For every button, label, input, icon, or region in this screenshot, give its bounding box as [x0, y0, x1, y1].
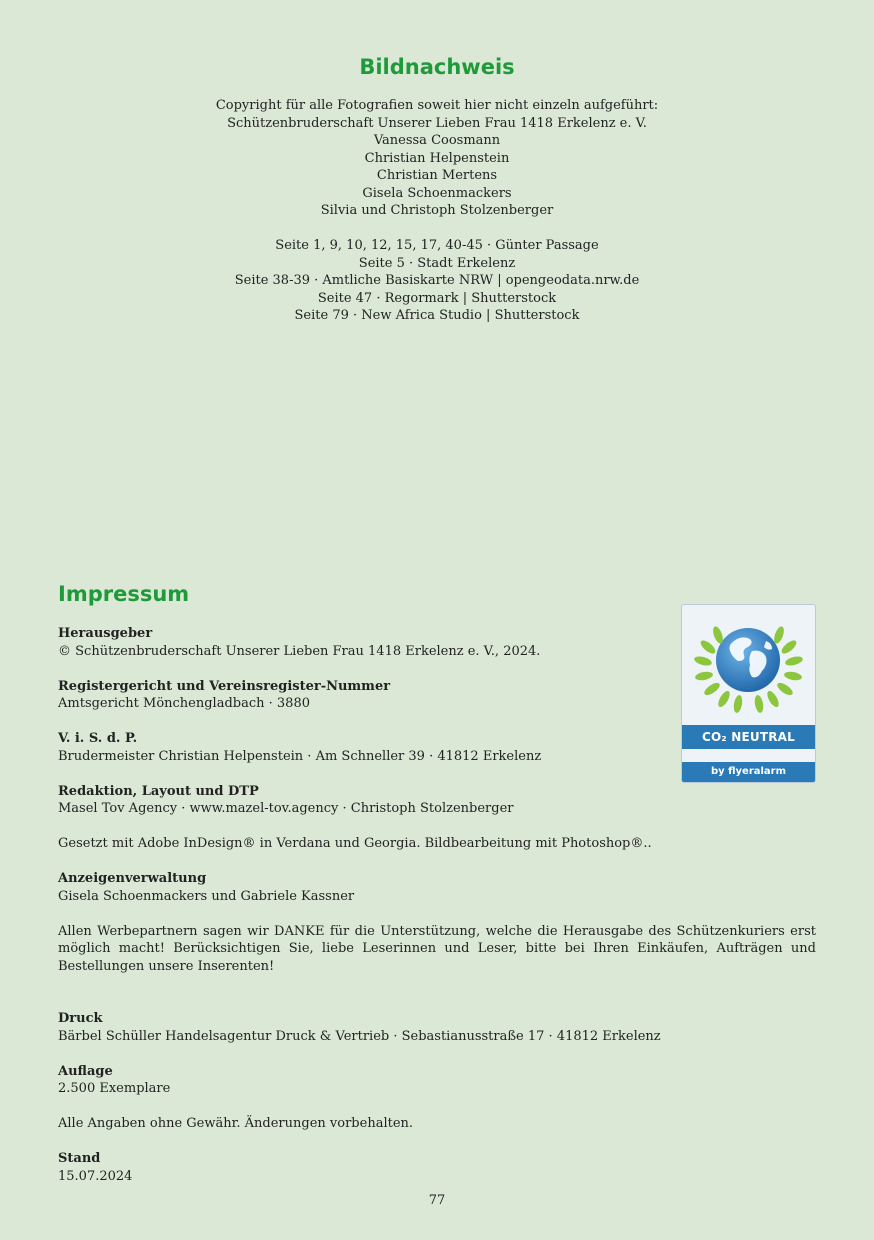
- credit-line: Silvia und Christoph Stolzenberger: [320, 203, 554, 218]
- section-text: Gesetzt mit Adobe InDesign® in Verdana und Georgia. Bildbearbeitung mit Photoshop®..: [58, 836, 652, 851]
- section-text: Masel Tov Agency · www.mazel-tov.agency · Christoph Stolzenberger: [58, 801, 514, 816]
- gesetzt-note: [58, 835, 816, 853]
- page-credit: Seite 1, 9, 10, 12, 15, 17, 40-45 · Günter Passage: [275, 238, 599, 253]
- section-text: Amtsgericht Mönchengladbach · 3880: [58, 696, 310, 711]
- credit-line: Schützenbruderschaft Unserer Lieben Frau 1418 Erkelenz e. V.: [227, 115, 647, 131]
- credit-line: Christian Mertens: [376, 168, 498, 183]
- section-heading: Registergericht und Vereinsregister-Nummer: [58, 678, 391, 694]
- anzeigen-section: [58, 870, 816, 905]
- co2-neutral-label: CO₂ NEUTRAL: [682, 725, 815, 749]
- credit-line: Copyright für alle Fotografien soweit hier nicht einzeln aufgeführt:: [215, 98, 659, 113]
- bildnachweis-credits: [0, 97, 874, 325]
- section-heading: Herausgeber: [58, 626, 153, 641]
- section-heading: Auflage: [58, 1063, 113, 1079]
- impressum-title: Impressum: [58, 582, 190, 606]
- section-text: Allen Werbepartnern sagen wir DANKE für die Unterstützung, welche die Herausgabe des Schützenkuriers erst möglich macht! Berücksichtigen Sie, liebe Leserinnen und Leser, bitte bei Ihren Einkäufen, Aufträgen und Bestellungen unsere Inserenten!: [58, 923, 816, 974]
- page-credit: Seite 47 · Regormark | Shutterstock: [317, 290, 557, 306]
- section-text: Bärbel Schüller Handelsagentur Druck & Vertrieb · Sebastianusstraße 17 · 41812 Erkelenz: [58, 1028, 661, 1044]
- page-credit: Seite 5 · Stadt Erkelenz: [358, 255, 516, 271]
- auflage-section: [58, 1063, 816, 1098]
- section-heading: Stand: [58, 1151, 101, 1166]
- page-credit: Seite 79 · New Africa Studio | Shutterstock: [294, 308, 580, 323]
- redaktion-section: [58, 783, 816, 818]
- section-heading: Redaktion, Layout und DTP: [58, 783, 259, 799]
- page-credit: Seite 38-39 · Amtliche Basiskarte NRW | opengeodata.nrw.de: [234, 273, 640, 288]
- danke-paragraph: [58, 923, 816, 976]
- section-text: Brudermeister Christian Helpenstein · Am Schneller 39 · 41812 Erkelenz: [58, 748, 542, 764]
- druck-section: [58, 1010, 816, 1045]
- section-text: Alle Angaben ohne Gewähr. Änderungen vorbehalten.: [58, 1116, 414, 1131]
- credit-line: Gisela Schoenmackers: [362, 185, 512, 201]
- hinweis-note: [58, 1115, 816, 1133]
- page-number: 77: [428, 1193, 446, 1208]
- co2-neutral-badge: [681, 604, 816, 783]
- section-heading: Anzeigenverwaltung: [58, 871, 207, 886]
- by-flyeralarm-label: by flyeralarm: [682, 762, 815, 782]
- section-heading: Druck: [58, 1011, 103, 1026]
- bildnachweis-title: Bildnachweis: [359, 55, 515, 79]
- section-heading: V. i. S. d. P.: [58, 731, 138, 746]
- credit-line: Vanessa Coosmann: [373, 133, 501, 148]
- stand-section: [58, 1150, 816, 1185]
- credit-line: Christian Helpenstein: [364, 150, 510, 166]
- section-text: © Schützenbruderschaft Unserer Lieben Frau 1418 Erkelenz e. V., 2024.: [58, 643, 541, 659]
- section-text: 2.500 Exemplare: [58, 1081, 171, 1096]
- globe-laurel-icon: [682, 605, 815, 725]
- section-text: 15.07.2024: [58, 1168, 133, 1184]
- section-text: Gisela Schoenmackers und Gabriele Kassner: [58, 888, 355, 904]
